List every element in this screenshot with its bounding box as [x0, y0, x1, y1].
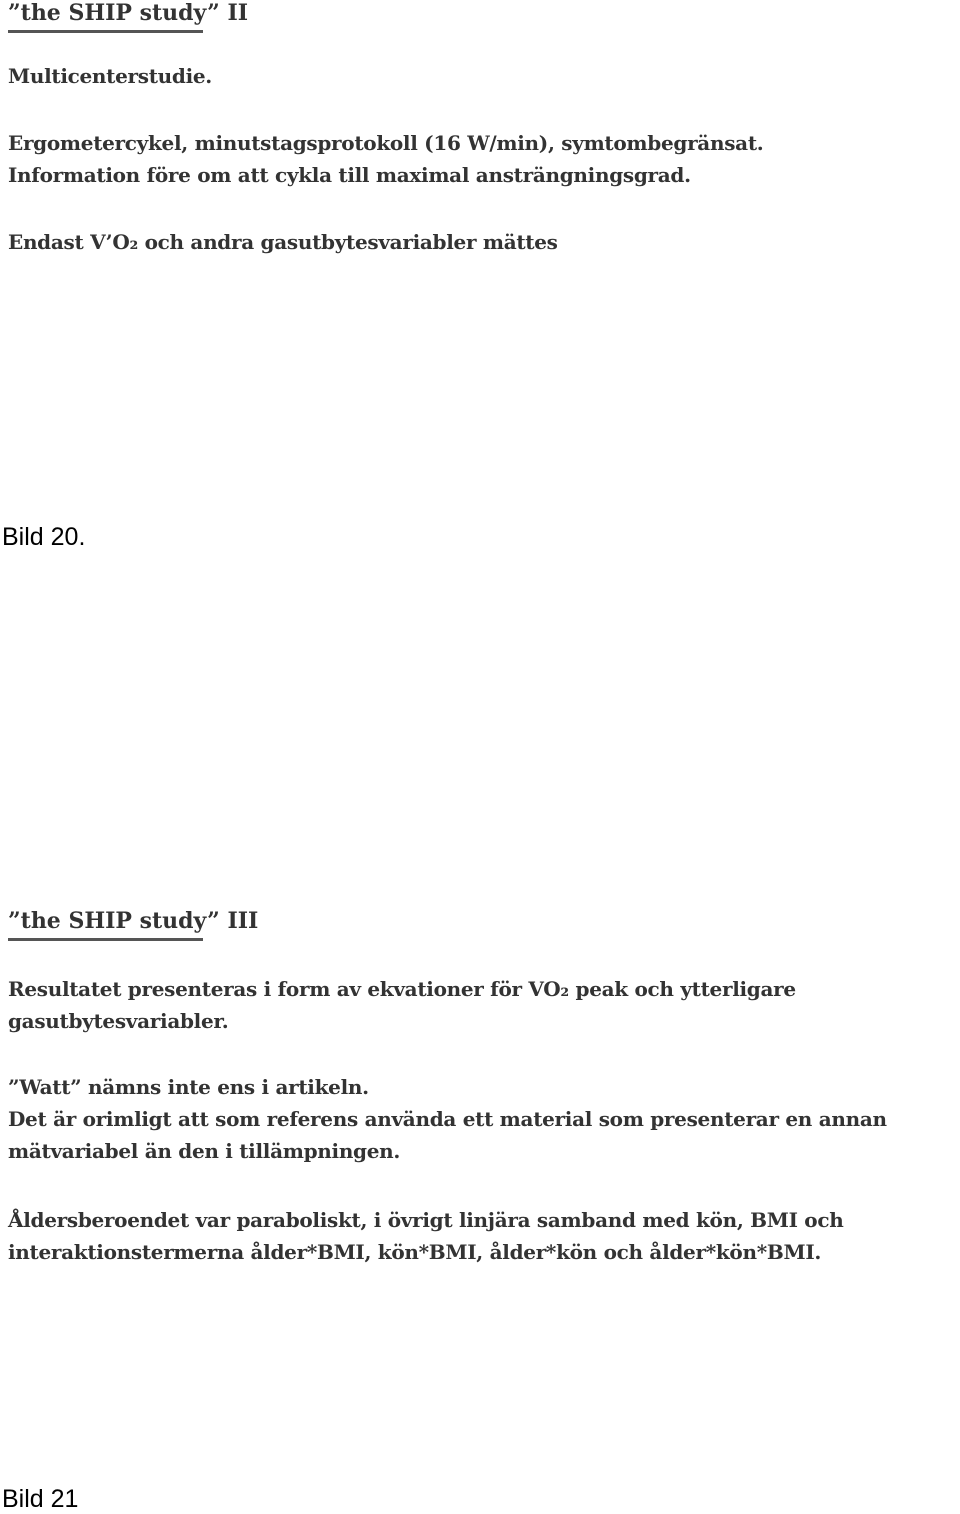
slide-1-line: Multicenterstudie. — [8, 64, 212, 88]
slide-2-paragraph-1 — [8, 973, 796, 1037]
slide-1-heading: ”the SHIP study” II — [8, 0, 203, 33]
slide-1-line: Endast V’O₂ och andra gasutbytesvariabler mättes — [8, 230, 558, 254]
slide-1-paragraph-2 — [8, 127, 763, 191]
slide-1-paragraph-3 — [8, 226, 558, 258]
slide-2-line: gasutbytesvariabler. — [8, 1009, 229, 1033]
slide-2-line: Det är orimligt att som referens använda ett material som presenterar en annan — [8, 1107, 887, 1131]
slide-2-line: Resultatet presenteras i form av ekvationer för VO₂ peak och ytterligare — [8, 977, 796, 1001]
slide-2-line: interaktionstermerna ålder*BMI, kön*BMI, ålder*kön och ålder*kön*BMI. — [8, 1240, 822, 1264]
slide-2-line: Åldersberoendet var paraboliskt, i övrigt linjära samband med kön, BMI och — [8, 1208, 844, 1232]
slide-2-heading: ”the SHIP study” III — [8, 906, 203, 941]
slide-2-paragraph-2 — [8, 1071, 887, 1167]
slide-2-line: ”Watt” nämns inte ens i artikeln. — [8, 1075, 369, 1099]
slide-1-line: Information före om att cykla till maximal ansträngningsgrad. — [8, 163, 691, 187]
slide-2-line: mätvariabel än den i tillämpningen. — [8, 1139, 401, 1163]
figure-caption-21: Bild 21 — [2, 1485, 79, 1513]
slide-2-paragraph-3 — [8, 1204, 843, 1268]
slide-1-line: Ergometercykel, minutstagsprotokoll (16 W/min), symtombegränsat. — [8, 131, 764, 155]
figure-caption-20: Bild 20. — [2, 523, 86, 551]
slide-1-paragraph-1 — [8, 60, 212, 92]
